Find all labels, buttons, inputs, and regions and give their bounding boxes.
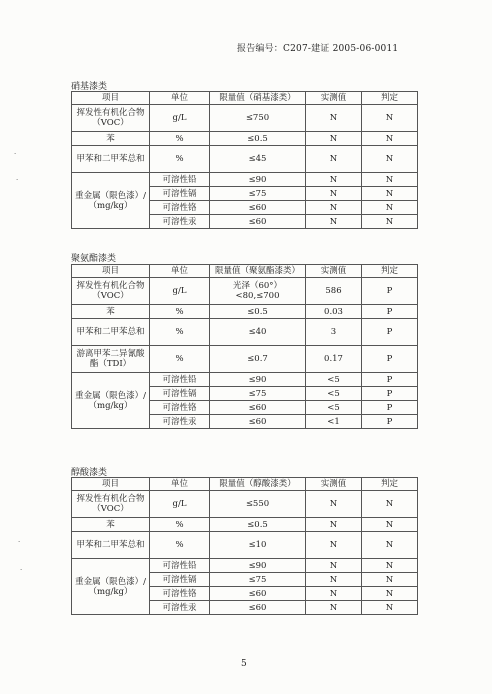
measured-cell: <5 — [306, 387, 362, 401]
section-title: 聚氨酯漆类 — [71, 254, 117, 264]
limit-cell: ≤0.5 — [210, 305, 306, 319]
measured-cell: 586 — [306, 278, 362, 305]
result-cell: N — [362, 559, 418, 573]
measured-cell: N — [306, 105, 362, 132]
table-row — [72, 532, 418, 559]
header-item: 项目 — [72, 478, 150, 491]
result-cell: N — [362, 532, 418, 559]
limit-cell: ≤75 — [210, 573, 306, 587]
unit-cell: 可溶性铅 — [150, 373, 210, 387]
report-number: 报告编号：C207-建证 2005-06-0011 — [237, 44, 399, 54]
unit-cell: % — [150, 146, 210, 173]
measured-cell: <5 — [306, 373, 362, 387]
heavy-metal-label: 重金属（限色漆）/（mg/kg） — [72, 173, 150, 229]
measured-cell: <5 — [306, 401, 362, 415]
limit-cell: ≤550 — [210, 491, 306, 518]
limit-cell: ≤0.7 — [210, 346, 306, 373]
unit-cell: 可溶性汞 — [150, 415, 210, 429]
table-row — [72, 559, 418, 573]
table-row — [72, 173, 418, 187]
table-header-row — [72, 92, 418, 105]
unit-cell: % — [150, 132, 210, 146]
result-cell: P — [362, 305, 418, 319]
table-row — [72, 491, 418, 518]
limit-cell: ≤60 — [210, 401, 306, 415]
limit-cell: ≤45 — [210, 146, 306, 173]
table-row — [72, 518, 418, 532]
result-cell: N — [362, 491, 418, 518]
unit-cell: 可溶性铅 — [150, 173, 210, 187]
table-row — [72, 319, 418, 346]
header-result: 判定 — [362, 265, 418, 278]
unit-cell: % — [150, 518, 210, 532]
table-row — [72, 105, 418, 132]
table-row — [72, 132, 418, 146]
header-limit: 限量值（聚氨酯漆类） — [210, 265, 306, 278]
result-cell: N — [362, 146, 418, 173]
limit-cell: ≤0.5 — [210, 132, 306, 146]
header-unit: 单位 — [150, 478, 210, 491]
header-measured: 实测值 — [306, 92, 362, 105]
measured-cell: 3 — [306, 319, 362, 346]
limit-cell: ≤750 — [210, 105, 306, 132]
result-cell: N — [362, 587, 418, 601]
header-unit: 单位 — [150, 265, 210, 278]
scan-speck: · — [16, 176, 19, 184]
result-cell: P — [362, 319, 418, 346]
limit-cell: ≤60 — [210, 587, 306, 601]
limit-cell: ≤60 — [210, 215, 306, 229]
unit-cell: 可溶性铬 — [150, 401, 210, 415]
unit-cell: % — [150, 305, 210, 319]
scan-speck: · — [14, 150, 17, 158]
header-measured: 实测值 — [306, 265, 362, 278]
unit-cell: % — [150, 532, 210, 559]
result-cell: P — [362, 346, 418, 373]
limit-cell: ≤60 — [210, 601, 306, 615]
limit-cell: ≤0.5 — [210, 518, 306, 532]
header-item: 项目 — [72, 265, 150, 278]
result-cell: P — [362, 373, 418, 387]
table-header-row — [72, 478, 418, 491]
unit-cell: 可溶性镉 — [150, 573, 210, 587]
heavy-metal-label: 重金属（限色漆）/（mg/kg） — [72, 373, 150, 429]
result-cell: N — [362, 132, 418, 146]
scan-speck: · — [20, 566, 23, 574]
item-cell: 挥发性有机化合物（VOC） — [72, 278, 150, 305]
measured-cell: N — [306, 587, 362, 601]
limit-cell: ≤10 — [210, 532, 306, 559]
measured-cell: <1 — [306, 415, 362, 429]
item-cell: 苯 — [72, 305, 150, 319]
unit-cell: g/L — [150, 278, 210, 305]
measured-cell: N — [306, 187, 362, 201]
measured-cell: N — [306, 201, 362, 215]
result-cell: N — [362, 105, 418, 132]
item-cell: 挥发性有机化合物（VOC） — [72, 105, 150, 132]
limit-cell: ≤90 — [210, 559, 306, 573]
table-row — [72, 373, 418, 387]
measured-cell: N — [306, 601, 362, 615]
result-cell: P — [362, 278, 418, 305]
header-measured: 实测值 — [306, 478, 362, 491]
result-cell: P — [362, 401, 418, 415]
measured-cell: N — [306, 146, 362, 173]
unit-cell: % — [150, 346, 210, 373]
result-cell: N — [362, 173, 418, 187]
limit-cell: ≤60 — [210, 415, 306, 429]
measured-cell: N — [306, 132, 362, 146]
unit-cell: g/L — [150, 105, 210, 132]
result-cell: P — [362, 415, 418, 429]
unit-cell: 可溶性镉 — [150, 387, 210, 401]
header-limit: 限量值（醇酸漆类） — [210, 478, 306, 491]
section-title: 硝基漆类 — [71, 82, 108, 92]
unit-cell: 可溶性铅 — [150, 559, 210, 573]
unit-cell: % — [150, 319, 210, 346]
limit-cell: ≤75 — [210, 187, 306, 201]
table-row — [72, 305, 418, 319]
item-cell: 苯 — [72, 518, 150, 532]
measured-cell: N — [306, 559, 362, 573]
item-cell: 甲苯和二甲苯总和 — [72, 319, 150, 346]
result-cell: P — [362, 387, 418, 401]
limit-cell: 光泽（60°）<80,≤700 — [210, 278, 306, 305]
header-unit: 单位 — [150, 92, 210, 105]
result-cell: N — [362, 573, 418, 587]
table-header-row — [72, 265, 418, 278]
item-cell: 甲苯和二甲苯总和 — [72, 532, 150, 559]
table-row — [72, 346, 418, 373]
page-number: 5 — [241, 659, 247, 669]
header-result: 判定 — [362, 478, 418, 491]
limit-cell: ≤90 — [210, 173, 306, 187]
unit-cell: 可溶性铬 — [150, 587, 210, 601]
scan-speck: · — [18, 538, 21, 546]
item-cell: 游离甲苯二异氰酸酯（TDI） — [72, 346, 150, 373]
unit-cell: 可溶性汞 — [150, 215, 210, 229]
header-item: 项目 — [72, 92, 150, 105]
result-cell: N — [362, 518, 418, 532]
polyurethane-paint-table — [71, 264, 418, 429]
unit-cell: 可溶性铬 — [150, 201, 210, 215]
result-cell: N — [362, 187, 418, 201]
measured-cell: N — [306, 215, 362, 229]
limit-cell: ≤75 — [210, 387, 306, 401]
measured-cell: N — [306, 173, 362, 187]
unit-cell: 可溶性汞 — [150, 601, 210, 615]
header-limit: 限量值（硝基漆类） — [210, 92, 306, 105]
table-row — [72, 146, 418, 173]
limit-cell: ≤60 — [210, 201, 306, 215]
measured-cell: N — [306, 518, 362, 532]
header-result: 判定 — [362, 92, 418, 105]
table-row — [72, 278, 418, 305]
alkyd-paint-table — [71, 477, 418, 615]
measured-cell: N — [306, 532, 362, 559]
item-cell: 挥发性有机化合物（VOC） — [72, 491, 150, 518]
unit-cell: g/L — [150, 491, 210, 518]
item-cell: 甲苯和二甲苯总和 — [72, 146, 150, 173]
limit-cell: ≤90 — [210, 373, 306, 387]
section-title: 醇酸漆类 — [71, 468, 108, 478]
measured-cell: N — [306, 491, 362, 518]
result-cell: N — [362, 601, 418, 615]
unit-cell: 可溶性镉 — [150, 187, 210, 201]
result-cell: N — [362, 215, 418, 229]
item-cell: 苯 — [72, 132, 150, 146]
limit-cell: ≤40 — [210, 319, 306, 346]
measured-cell: 0.03 — [306, 305, 362, 319]
measured-cell: 0.17 — [306, 346, 362, 373]
nitro-paint-table — [71, 91, 418, 229]
result-cell: N — [362, 201, 418, 215]
measured-cell: N — [306, 573, 362, 587]
heavy-metal-label: 重金属（限色漆）/（mg/kg） — [72, 559, 150, 615]
